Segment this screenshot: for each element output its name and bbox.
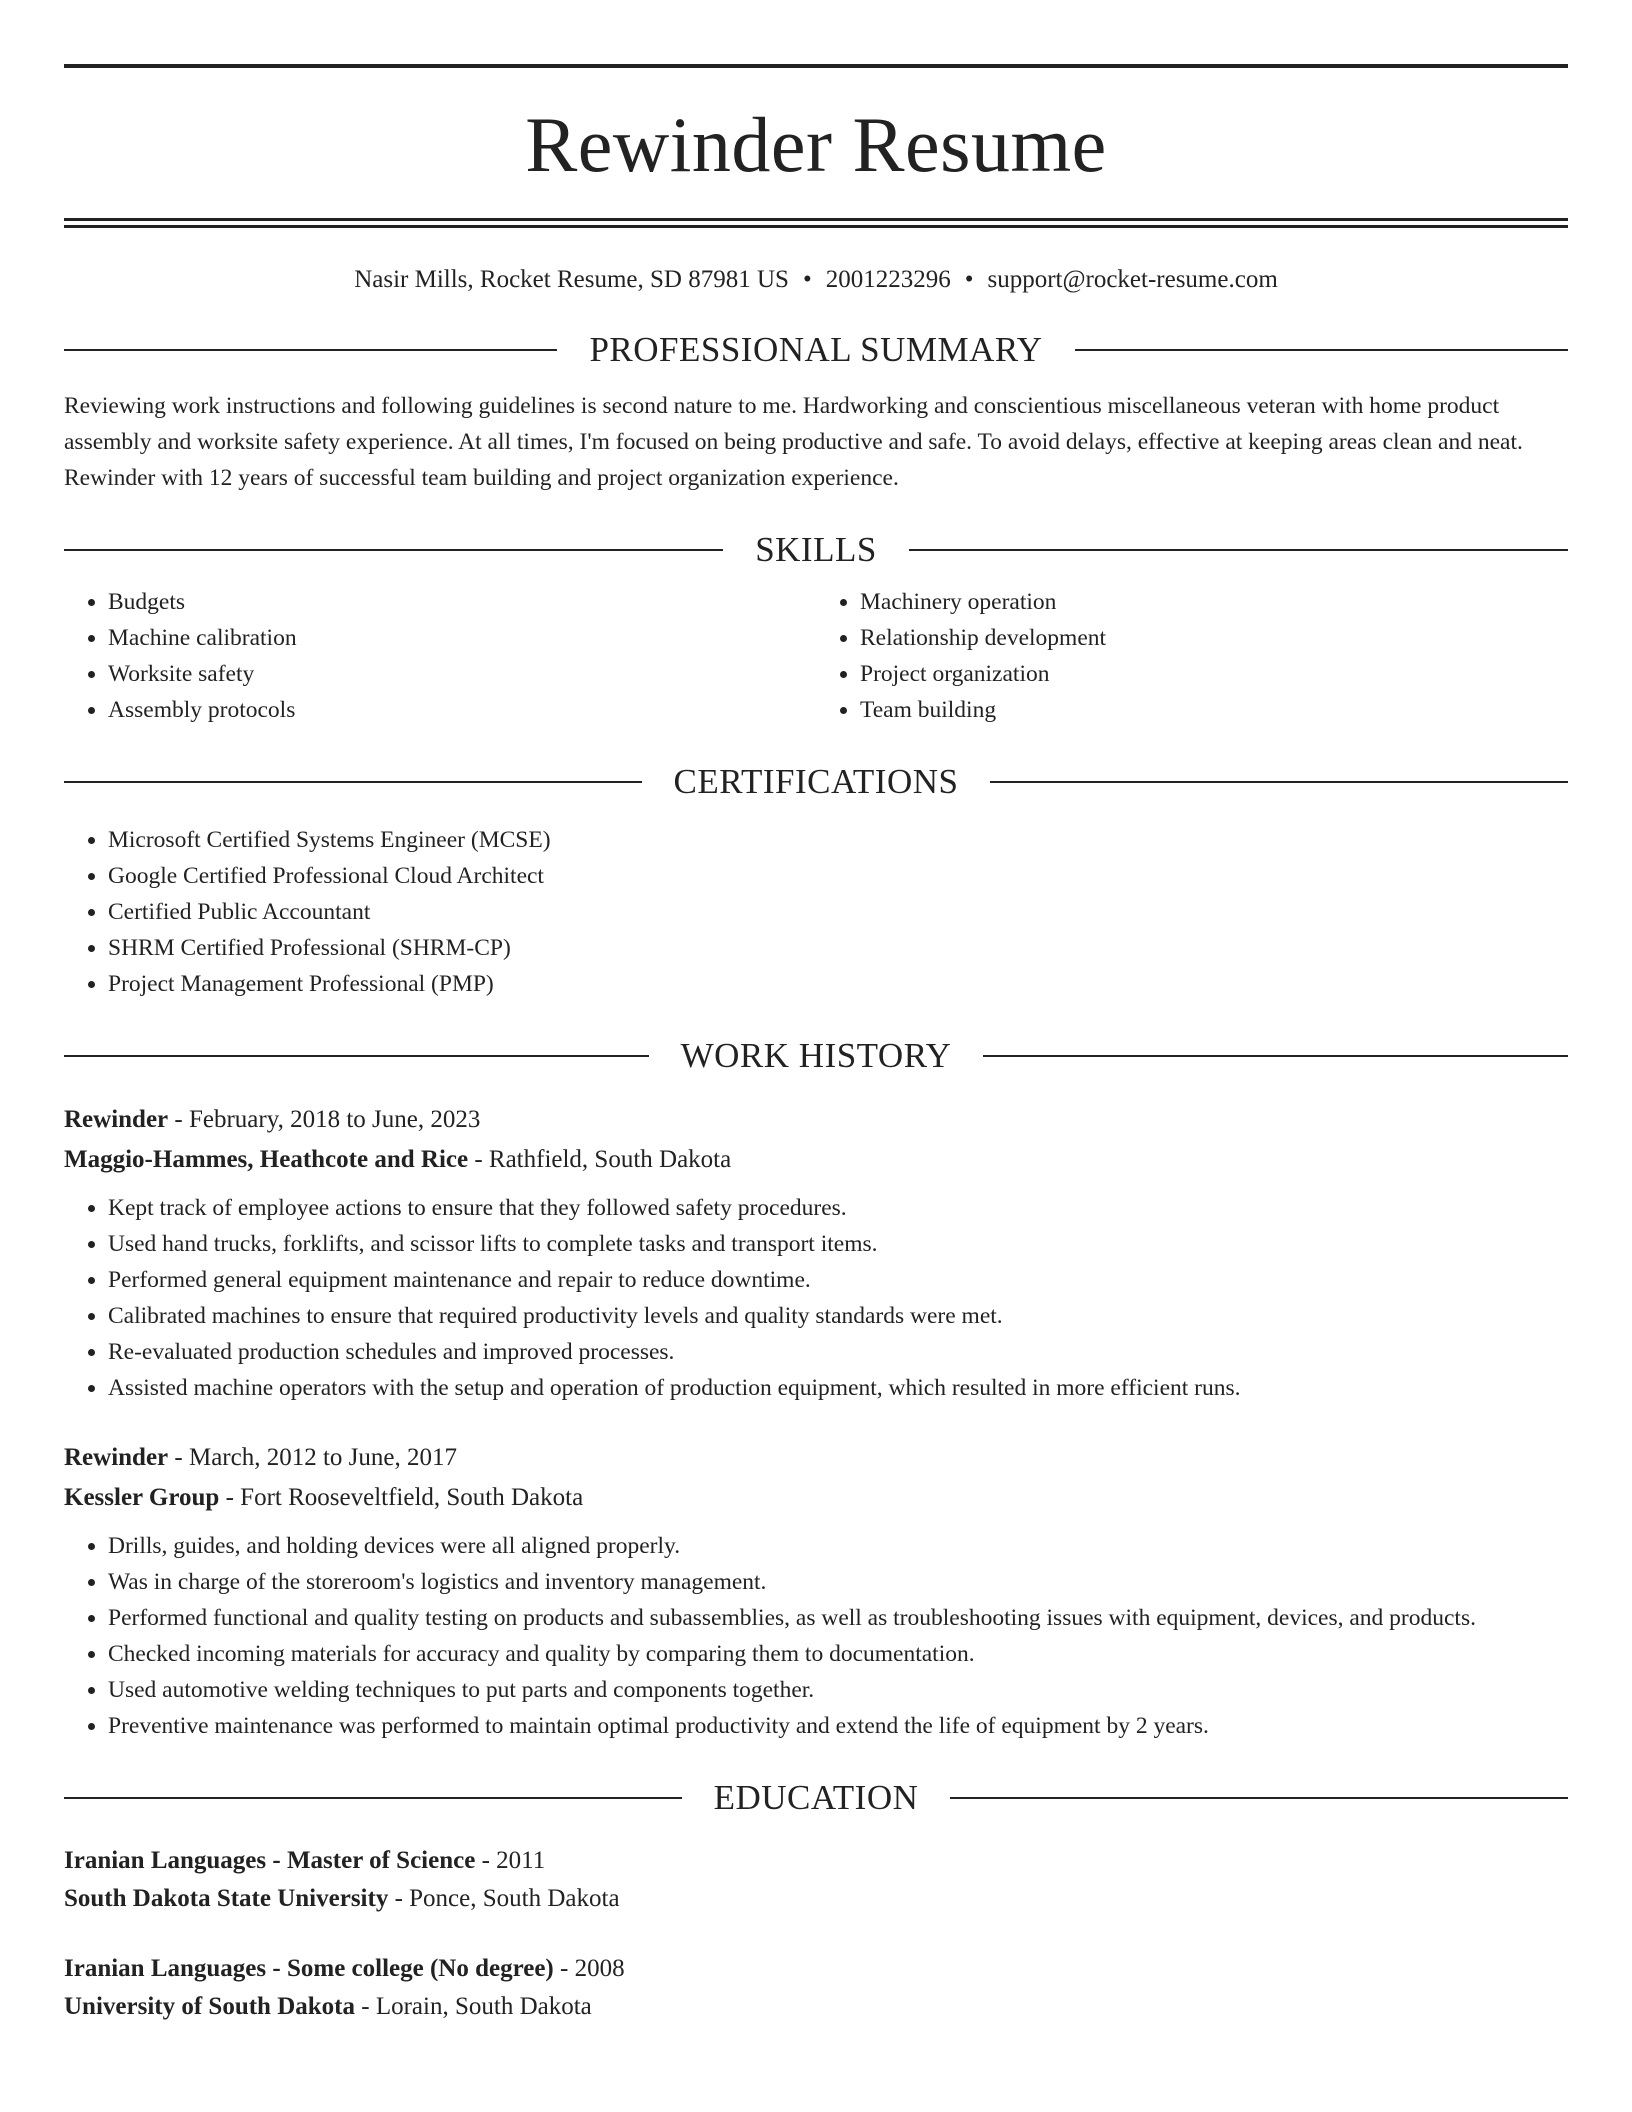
education-school: South Dakota State University: [64, 1885, 389, 1912]
skill-item: • Assembly protocols: [108, 692, 816, 728]
section-title: EDUCATION: [713, 1778, 919, 1817]
skill-item: • Machine calibration: [108, 620, 816, 656]
job-dates: - March, 2012 to June, 2017: [168, 1444, 457, 1471]
job-title-line: [64, 1100, 1568, 1140]
education-entry: [64, 1842, 1568, 1918]
section-header-skills: [64, 526, 1568, 574]
job-dates: - February, 2018 to June, 2023: [168, 1106, 481, 1133]
section-rule: [990, 781, 1568, 783]
education-degree-line: [64, 1842, 1568, 1880]
job-bullet: • Used hand trucks, forklifts, and scissor lifts to complete tasks and transport items.: [108, 1226, 1568, 1262]
top-rule: [64, 64, 1568, 68]
contact-separator: •: [964, 266, 974, 293]
job-company-line: [64, 1478, 1568, 1518]
section-title: CERTIFICATIONS: [673, 762, 959, 801]
education-location: - Ponce, South Dakota: [388, 1885, 620, 1912]
section-header-certifications: [64, 758, 1568, 806]
section-rule: [64, 1797, 682, 1799]
job-company: Maggio-Hammes, Heathcote and Rice: [64, 1146, 469, 1173]
section-rule: [64, 781, 642, 783]
section-rule: [64, 549, 723, 551]
job-entry: [64, 1438, 1568, 1744]
skill-item: • Project organization: [860, 656, 1568, 692]
certification-item: • Microsoft Certified Systems Engineer (MCSE): [108, 822, 1568, 858]
title-double-rule: [64, 218, 1568, 228]
education-entry: [64, 1950, 1568, 2026]
job-bullet: • Kept track of employee actions to ensure that they followed safety procedures.: [108, 1190, 1568, 1226]
resume-title: Rewinder Resume: [525, 101, 1107, 188]
skill-item: • Machinery operation: [860, 584, 1568, 620]
contact-separator: •: [802, 266, 812, 293]
section-header-summary: [64, 326, 1568, 374]
skill-item: • Budgets: [108, 584, 816, 620]
job-bullet: • Checked incoming materials for accuracy and quality by comparing them to documentation.: [108, 1636, 1568, 1672]
contact-email: support@rocket-resume.com: [987, 266, 1278, 293]
job-bullet: • Calibrated machines to ensure that required productivity levels and quality standards were met.: [108, 1298, 1568, 1334]
section-rule: [950, 1797, 1568, 1799]
job-bullet: • Performed functional and quality testing on products and subassemblies, as well as troubleshooting issues with equipment, devices, and products.: [108, 1600, 1568, 1636]
section-rule: [64, 349, 557, 351]
section-title: WORK HISTORY: [680, 1036, 952, 1075]
job-bullet: • Re-evaluated production schedules and improved processes.: [108, 1334, 1568, 1370]
job-company-line: [64, 1140, 1568, 1180]
education-year: - 2008: [553, 1955, 625, 1982]
section-header-work-history: [64, 1032, 1568, 1080]
education-degree: Iranian Languages - Master of Science: [64, 1847, 476, 1874]
section-header-education: [64, 1774, 1568, 1822]
skill-item: • Worksite safety: [108, 656, 816, 692]
education-degree-line: [64, 1950, 1568, 1988]
certification-item: • SHRM Certified Professional (SHRM-CP): [108, 930, 1568, 966]
education-degree: Iranian Languages - Some college (No degree): [64, 1955, 554, 1982]
job-bullet: • Assisted machine operators with the setup and operation of production equipment, which resulted in more efficient runs.: [108, 1370, 1568, 1406]
job-bullet: • Was in charge of the storeroom's logistics and inventory management.: [108, 1564, 1568, 1600]
contact-line: [64, 264, 1568, 296]
skill-item: • Team building: [860, 692, 1568, 728]
job-title-line: [64, 1438, 1568, 1478]
certifications-list: [64, 822, 1568, 1002]
section-rule: [1075, 349, 1568, 351]
contact-address: Nasir Mills, Rocket Resume, SD 87981 US: [354, 266, 789, 293]
certification-item: • Google Certified Professional Cloud Architect: [108, 858, 1568, 894]
section-title: SKILLS: [755, 530, 877, 569]
job-location: - Rathfield, South Dakota: [468, 1146, 732, 1173]
skill-item: • Relationship development: [860, 620, 1568, 656]
contact-phone: 2001223296: [825, 266, 951, 293]
summary-text: Reviewing work instructions and following guidelines is second nature to me. Hardworking and conscientious miscellaneous veteran with home product assembly and worksite safety experience. At all times, I'm focused on being productive and safe. To avoid delays, effective at keeping areas clean and neat. Rewinder with 12 years of successful team building and project organization experience.: [64, 393, 1523, 491]
certification-item: • Certified Public Accountant: [108, 894, 1568, 930]
section-title: PROFESSIONAL SUMMARY: [589, 330, 1043, 369]
job-title: Rewinder: [64, 1444, 169, 1471]
skills-column-left: [64, 584, 816, 728]
certification-item: • Project Management Professional (PMP): [108, 966, 1568, 1002]
section-rule: [983, 1055, 1568, 1057]
skills-column-right: [816, 584, 1568, 728]
skills-grid: [64, 584, 1568, 728]
education-school-line: [64, 1880, 1568, 1918]
job-bullet: • Drills, guides, and holding devices were all aligned properly.: [108, 1528, 1568, 1564]
section-rule: [909, 549, 1568, 551]
job-location: - Fort Rooseveltfield, South Dakota: [219, 1484, 584, 1511]
education-school-line: [64, 1988, 1568, 2026]
job-title: Rewinder: [64, 1106, 169, 1133]
education-location: - Lorain, South Dakota: [355, 1993, 592, 2020]
job-bullet: • Used automotive welding techniques to put parts and components together.: [108, 1672, 1568, 1708]
job-bullet: • Preventive maintenance was performed to maintain optimal productivity and extend the life of equipment by 2 years.: [108, 1708, 1568, 1744]
job-company: Kessler Group: [64, 1484, 220, 1511]
job-entry: [64, 1100, 1568, 1406]
education-year: - 2011: [475, 1847, 546, 1874]
job-bullet: • Performed general equipment maintenance and repair to reduce downtime.: [108, 1262, 1568, 1298]
education-school: University of South Dakota: [64, 1993, 355, 2020]
section-rule: [64, 1055, 649, 1057]
